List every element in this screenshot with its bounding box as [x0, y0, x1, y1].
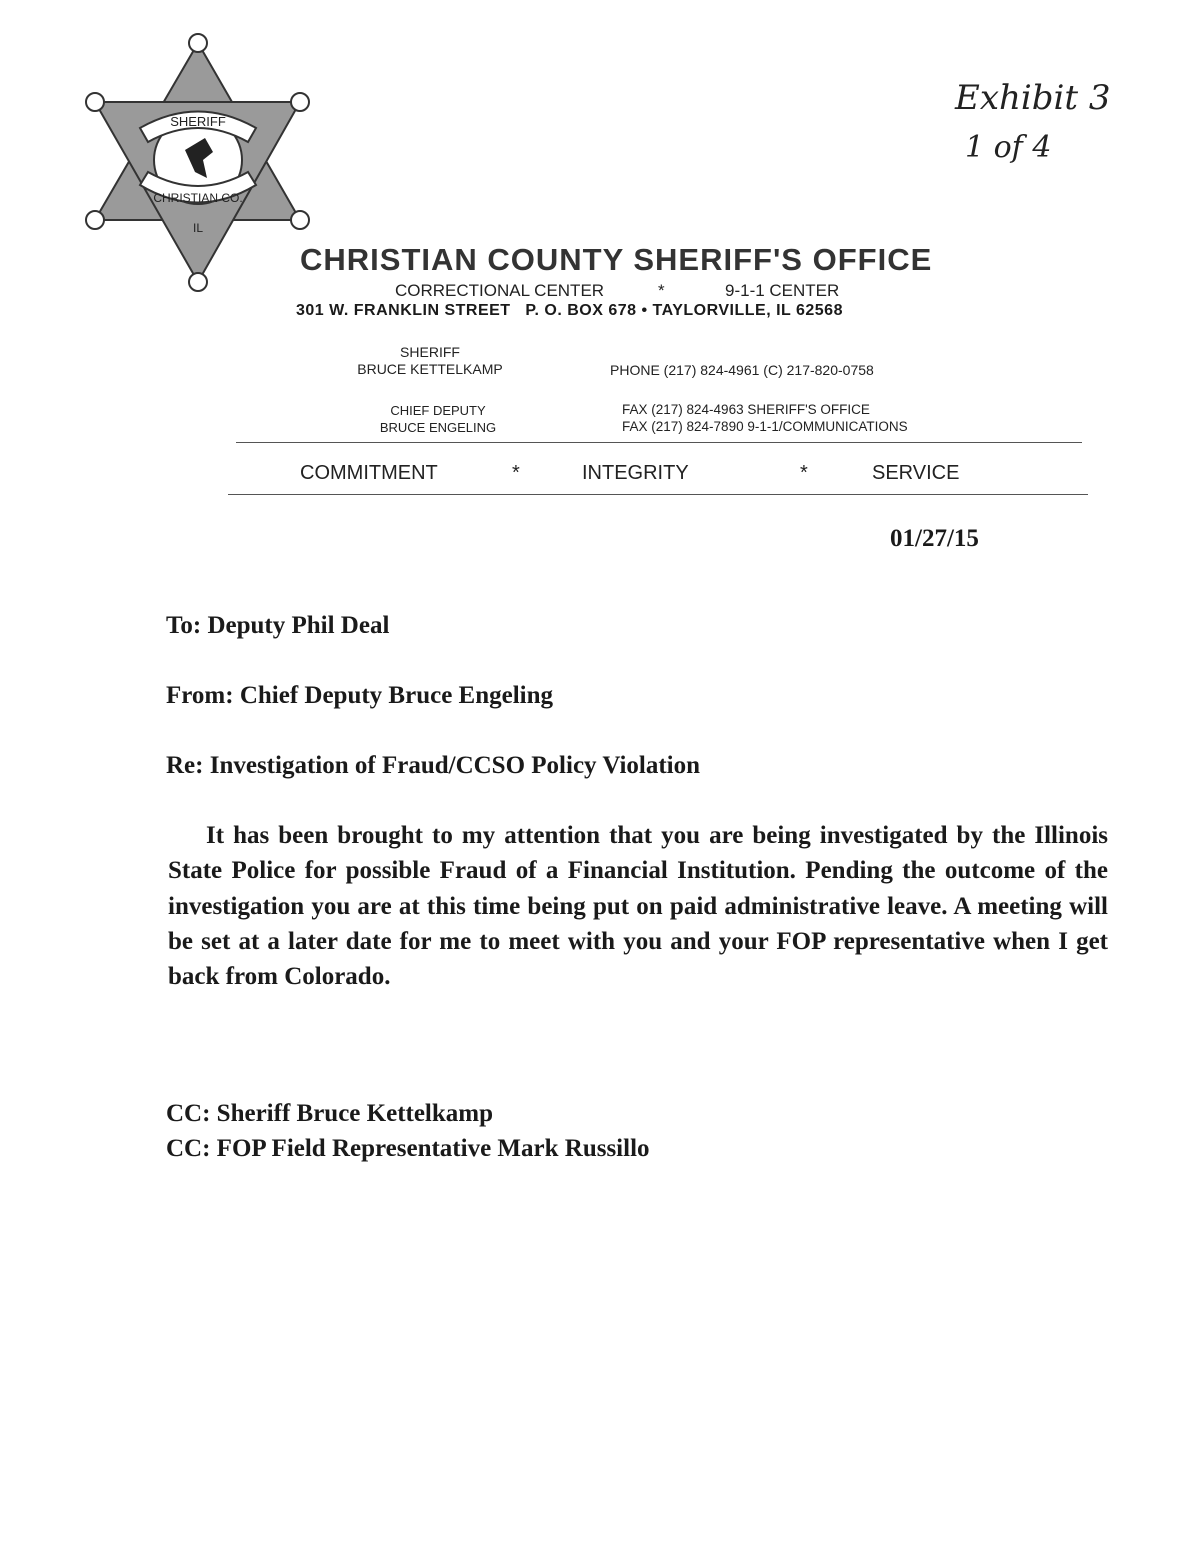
motto-sep-1: *: [512, 462, 520, 484]
exhibit-label: Exhibit 3: [955, 78, 1111, 118]
sheriff-title: SHERIFF: [400, 344, 460, 360]
fax-block: [622, 401, 908, 435]
fax-sheriff: FAX (217) 824-4963 SHERIFF'S OFFICE: [622, 402, 870, 417]
exhibit-page: 1 of 4: [965, 130, 1052, 165]
sheriff-badge-logo: [80, 30, 320, 300]
svg-text:IL: IL: [192, 221, 204, 235]
motto-sep-2: *: [800, 462, 808, 484]
chief-block: [338, 402, 538, 436]
chief-title: CHIEF DEPUTY: [390, 403, 486, 418]
memo-body-text: It has been brought to my attention that you are being investigated by the Illinois State Police for possible Fraud of a Financial Institution. Pending the outcome of the investigation you are at this time being put on paid administrative leave. A meeting will be set at a later date for me to meet with you and your FOP representative when I get back from Colorado.: [168, 822, 1108, 991]
divider-bottom: [228, 494, 1088, 495]
memo-body: [168, 818, 1108, 994]
memo-cc-2: CC: FOP Field Representative Mark Russillo: [166, 1135, 650, 1162]
sheriff-name: BRUCE KETTELKAMP: [357, 361, 503, 377]
subtitle-left: CORRECTIONAL CENTER: [395, 281, 605, 300]
sheriff-block: [330, 344, 530, 378]
memo-cc-1: CC: Sheriff Bruce Kettelkamp: [166, 1100, 494, 1127]
motto-commitment: COMMITMENT: [300, 462, 438, 484]
memo-date: 01/27/15: [890, 525, 979, 552]
office-address: 301 W. FRANKLIN STREET P. O. BOX 678 • TAYLORVILLE, IL 62568: [296, 302, 843, 319]
office-title: CHRISTIAN COUNTY SHERIFF'S OFFICE: [300, 242, 933, 277]
subtitle-sep: *: [658, 281, 665, 300]
chief-name: BRUCE ENGELING: [379, 420, 497, 435]
fax-communications: FAX (217) 824-7890 9-1-1/COMMUNICATIONS: [622, 419, 908, 434]
svg-text:CHRISTIAN CO.: CHRISTIAN CO.: [153, 191, 243, 205]
memo-to: To: Deputy Phil Deal: [166, 612, 390, 639]
phone: PHONE (217) 824-4961 (C) 217-820-0758: [610, 362, 874, 378]
divider-top: [236, 442, 1082, 443]
motto-service: SERVICE: [872, 462, 960, 484]
memo-from: From: Chief Deputy Bruce Engeling: [166, 682, 554, 709]
subtitle-right: 9-1-1 CENTER: [725, 281, 840, 300]
memo-re: Re: Investigation of Fraud/CCSO Policy Violation: [166, 752, 701, 779]
svg-text:SHERIFF: SHERIFF: [170, 114, 226, 129]
motto-integrity: INTEGRITY: [582, 462, 689, 484]
